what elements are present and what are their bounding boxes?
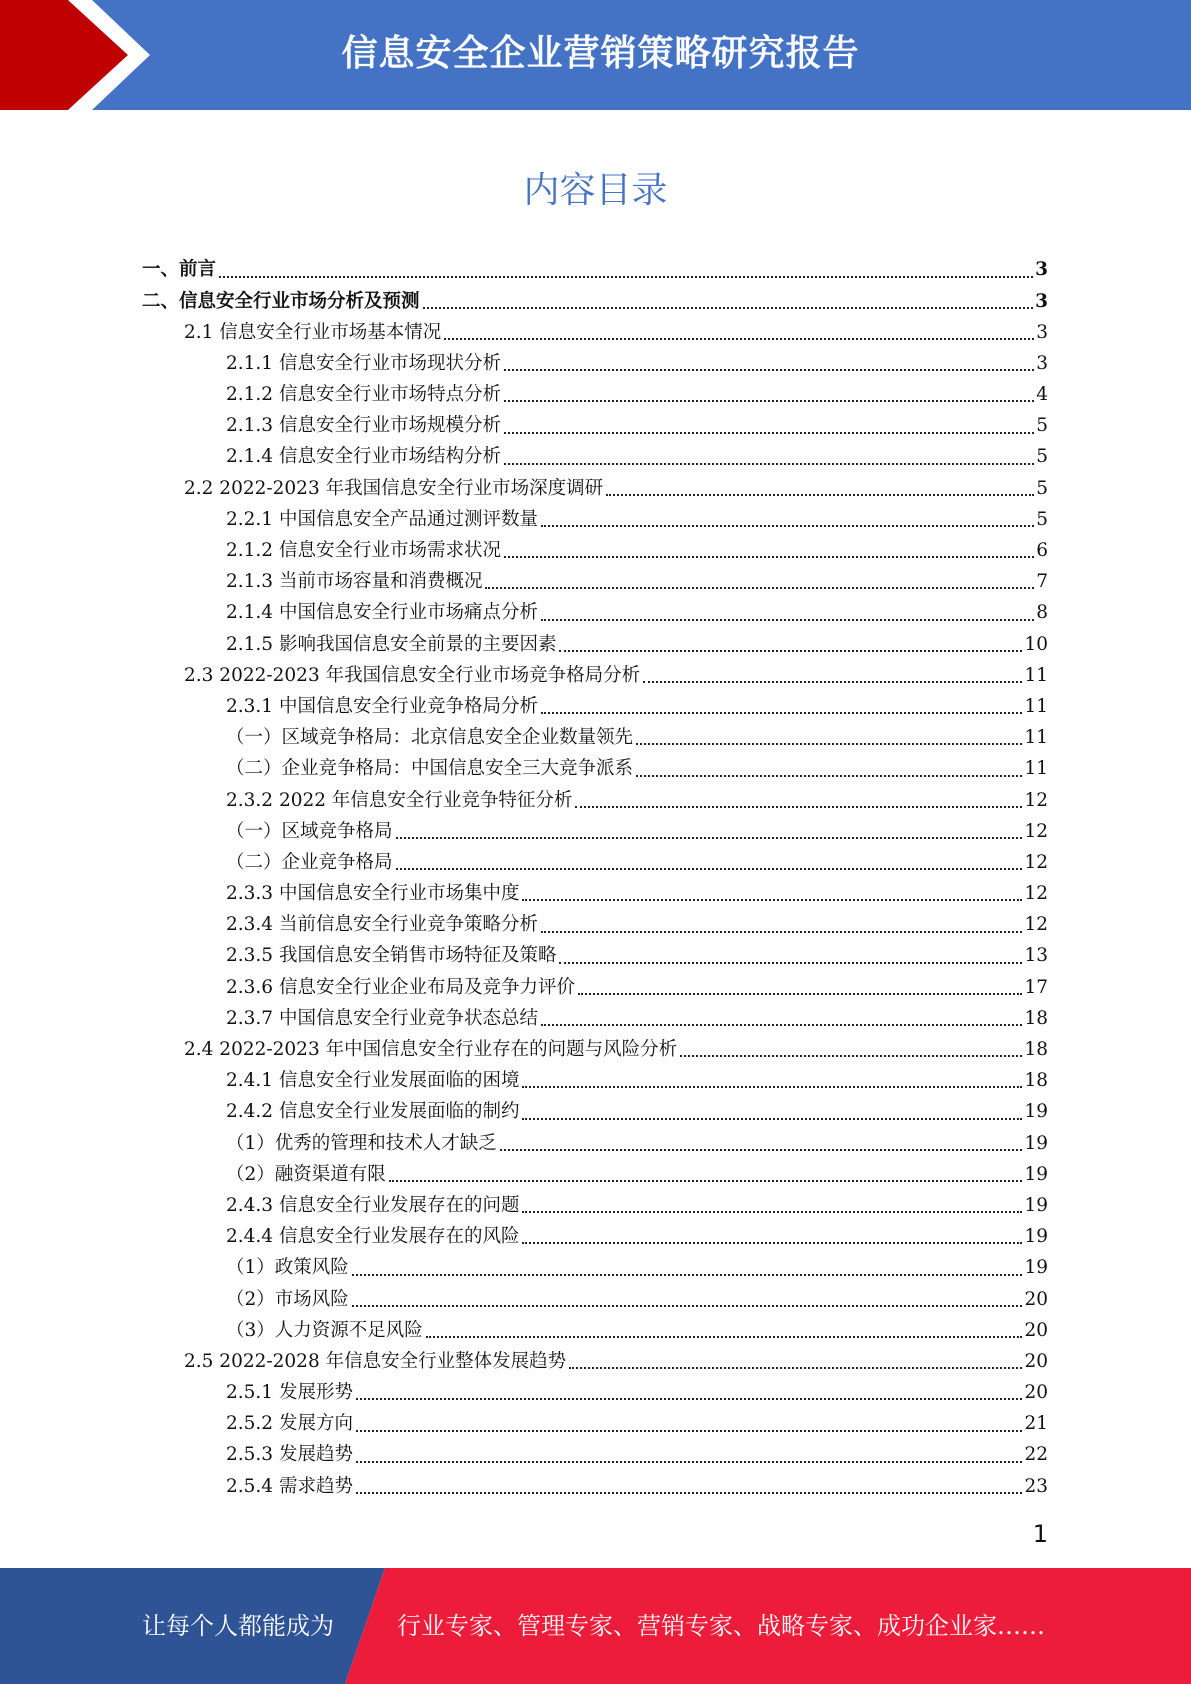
toc-dot-leader (504, 556, 1034, 558)
toc-entry-label: （3）人力资源不足风险 (226, 1319, 423, 1341)
toc-entry-label: 2.3 2022-2023 年我国信息安全行业市场竞争格局分析 (184, 664, 641, 686)
toc-entry[interactable] (142, 941, 1048, 972)
toc-heading: 内容目录 (523, 170, 668, 211)
toc-entry-page: 11 (1024, 664, 1048, 686)
toc-entry-page: 20 (1024, 1288, 1048, 1310)
toc-entry-label: 2.5 2022-2028 年信息安全行业整体发展趋势 (184, 1350, 567, 1372)
toc-entry[interactable] (142, 972, 1048, 1003)
toc-entry-label: 二、信息安全行业市场分析及预测 (142, 290, 420, 312)
toc-dot-leader (522, 1211, 1022, 1213)
toc-dot-leader (389, 1180, 1023, 1182)
toc-dot-leader (396, 868, 1023, 870)
toc-entry-label: （1）政策风险 (226, 1257, 349, 1279)
page-footer (0, 1568, 1191, 1684)
toc-dot-leader (356, 1398, 1023, 1400)
toc-dot-leader (500, 1149, 1023, 1151)
toc-entry[interactable] (142, 598, 1048, 629)
page-number: 1 (1032, 1520, 1048, 1548)
toc-dot-leader (636, 743, 1022, 745)
toc-entry-label: 2.3.3 中国信息安全行业市场集中度 (226, 883, 520, 905)
toc-entry-label: 2.5.3 发展趋势 (226, 1444, 353, 1466)
toc-entry-page: 3 (1035, 259, 1048, 281)
toc-entry[interactable] (142, 317, 1048, 348)
toc-entry-label: 2.1.5 影响我国信息安全前景的主要因素 (226, 633, 557, 655)
toc-entry[interactable] (142, 1440, 1048, 1471)
toc-entry-page: 19 (1024, 1163, 1048, 1185)
toc-entry-label: 2.1.4 中国信息安全行业市场痛点分析 (226, 602, 538, 624)
toc-entry[interactable] (142, 754, 1048, 785)
toc-entry-label: （1）优秀的管理和技术人才缺乏 (226, 1132, 497, 1154)
toc-entry-page: 17 (1024, 976, 1048, 998)
toc-entry-label: 2.1.3 信息安全行业市场规模分析 (226, 415, 501, 437)
toc-entry[interactable] (142, 1471, 1048, 1502)
toc-entry-label: （2）融资渠道有限 (226, 1163, 386, 1185)
toc-entry-label: 2.4.1 信息安全行业发展面临的困境 (226, 1070, 520, 1092)
toc-entry-page: 18 (1024, 1007, 1048, 1029)
toc-entry-page: 12 (1024, 883, 1048, 905)
toc-entry[interactable] (142, 816, 1048, 847)
toc-entry[interactable] (142, 1378, 1048, 1409)
toc-dot-leader (541, 1024, 1022, 1026)
toc-entry[interactable] (142, 1035, 1048, 1066)
footer-slogan-right: 行业专家、管理专家、营销专家、战略专家、成功企业家…… (397, 1612, 1045, 1640)
toc-dot-leader (356, 1461, 1023, 1463)
toc-entry-page: 19 (1024, 1132, 1048, 1154)
toc-entry[interactable] (142, 1409, 1048, 1440)
toc-dot-leader (423, 307, 1034, 309)
toc-dot-leader (541, 619, 1034, 621)
toc-entry[interactable] (142, 692, 1048, 723)
toc-entry-page: 23 (1024, 1475, 1048, 1497)
toc-entry-page: 22 (1024, 1444, 1048, 1466)
toc-dot-leader (356, 1430, 1023, 1432)
toc-dot-leader (569, 1367, 1022, 1369)
toc-entry-page: 5 (1036, 415, 1048, 437)
toc-entry-label: 2.4.4 信息安全行业发展存在的风险 (226, 1226, 520, 1248)
toc-dot-leader (522, 899, 1022, 901)
toc-entry[interactable] (142, 660, 1048, 691)
toc-dot-leader (522, 1118, 1022, 1120)
toc-entry[interactable] (142, 411, 1048, 442)
toc-entry-label: 一、前言 (142, 259, 217, 281)
toc-entry-page: 3 (1035, 290, 1048, 312)
toc-entry-label: 2.5.2 发展方向 (226, 1413, 353, 1435)
toc-entry[interactable] (142, 349, 1048, 380)
toc-entry-page: 11 (1024, 695, 1048, 717)
toc-entry-page: 21 (1024, 1413, 1048, 1435)
toc-entry-label: 2.1.3 当前市场容量和消费概况 (226, 571, 483, 593)
toc-entry-page: 18 (1024, 1039, 1048, 1061)
toc-entry[interactable] (142, 380, 1048, 411)
toc-entry[interactable] (142, 1222, 1048, 1253)
page-header (0, 0, 1191, 110)
toc-dot-leader (559, 650, 1022, 652)
toc-entry-page: 11 (1024, 758, 1048, 780)
toc-entry[interactable] (142, 1253, 1048, 1284)
toc-entry-page: 20 (1024, 1350, 1048, 1372)
toc-entry[interactable] (142, 505, 1048, 536)
toc-dot-leader (643, 681, 1022, 683)
toc-entry[interactable] (142, 473, 1048, 504)
toc-entry-page: 7 (1036, 571, 1048, 593)
toc-entry[interactable] (142, 785, 1048, 816)
toc-entry-label: 2.2.1 中国信息安全产品通过测评数量 (226, 508, 538, 530)
toc-entry-page: 13 (1024, 945, 1048, 967)
toc-entry-page: 11 (1024, 727, 1048, 749)
toc-dot-leader (504, 369, 1034, 371)
toc-entry[interactable] (142, 879, 1048, 910)
toc-entry-page: 6 (1036, 540, 1048, 562)
toc-entry-label: 2.1.2 信息安全行业市场特点分析 (226, 384, 501, 406)
toc-dot-leader (426, 1336, 1023, 1338)
toc-entry[interactable] (142, 1191, 1048, 1222)
toc-entry[interactable] (142, 255, 1048, 286)
toc-entry-page: 3 (1036, 321, 1048, 343)
toc-entry-label: 2.3.7 中国信息安全行业竞争状态总结 (226, 1007, 538, 1029)
toc-dot-leader (352, 1305, 1023, 1307)
toc-entry-page: 12 (1024, 820, 1048, 842)
footer-slogan-left: 让每个人都能成为 (142, 1612, 334, 1640)
toc-dot-leader (522, 1086, 1022, 1088)
toc-dot-leader (575, 806, 1022, 808)
toc-dot-leader (606, 494, 1034, 496)
toc-entry-page: 5 (1036, 508, 1048, 530)
toc-entry[interactable] (142, 536, 1048, 567)
toc-dot-leader (636, 775, 1022, 777)
toc-entry-label: （2）市场风险 (226, 1288, 349, 1310)
toc-entry-page: 10 (1024, 633, 1048, 655)
toc-entry-page: 4 (1036, 384, 1048, 406)
toc-entry[interactable] (142, 286, 1048, 317)
toc-entry-page: 5 (1036, 477, 1048, 499)
toc-entry-label: 2.1.4 信息安全行业市场结构分析 (226, 446, 501, 468)
toc-entry-page: 20 (1024, 1319, 1048, 1341)
toc-entry-label: 2.5.4 需求趋势 (226, 1475, 353, 1497)
toc-dot-leader (396, 837, 1023, 839)
toc-dot-leader (352, 1274, 1023, 1276)
toc-entry-label: 2.2 2022-2023 年我国信息安全行业市场深度调研 (184, 477, 604, 499)
toc-entry-page: 12 (1024, 789, 1048, 811)
toc-entry[interactable] (142, 1315, 1048, 1346)
toc-entry[interactable] (142, 1128, 1048, 1159)
toc-entry-page: 18 (1024, 1070, 1048, 1092)
toc-entry[interactable] (142, 442, 1048, 473)
toc-entry-label: （二）企业竞争格局：中国信息安全三大竞争派系 (226, 758, 634, 780)
toc-dot-leader (444, 338, 1034, 340)
toc-entry[interactable] (142, 1159, 1048, 1190)
toc-entry-label: 2.3.1 中国信息安全行业竞争格局分析 (226, 695, 538, 717)
toc-dot-leader (541, 931, 1022, 933)
toc-entry-page: 20 (1024, 1382, 1048, 1404)
toc-entry[interactable] (142, 723, 1048, 754)
toc-entry[interactable] (142, 1066, 1048, 1097)
toc-entry-label: 2.4.3 信息安全行业发展存在的问题 (226, 1194, 520, 1216)
toc-entry-page: 19 (1024, 1257, 1048, 1279)
toc-entry-label: 2.4 2022-2023 年中国信息安全行业存在的问题与风险分析 (184, 1039, 678, 1061)
toc-dot-leader (578, 993, 1022, 995)
toc-dot-leader (485, 587, 1034, 589)
toc-entry[interactable] (142, 567, 1048, 598)
toc-dot-leader (541, 712, 1022, 714)
toc-entry-page: 12 (1024, 851, 1048, 873)
toc-entry-label: 2.1.2 信息安全行业市场需求状况 (226, 540, 501, 562)
toc-entry-label: 2.3.4 当前信息安全行业竞争策略分析 (226, 914, 538, 936)
toc-entry[interactable] (142, 1347, 1048, 1378)
toc-dot-leader (504, 400, 1034, 402)
toc-entry[interactable] (142, 1097, 1048, 1128)
toc-entry[interactable] (142, 848, 1048, 879)
toc-entry-label: 2.1 信息安全行业市场基本情况 (184, 321, 442, 343)
toc-entry-page: 19 (1024, 1194, 1048, 1216)
toc-dot-leader (504, 432, 1034, 434)
table-of-contents (142, 255, 1048, 1503)
toc-entry[interactable] (142, 1284, 1048, 1315)
toc-entry-label: （二）企业竞争格局 (226, 851, 393, 873)
toc-entry-page: 19 (1024, 1101, 1048, 1123)
toc-entry-label: 2.4.2 信息安全行业发展面临的制约 (226, 1101, 520, 1123)
toc-dot-leader (356, 1492, 1023, 1494)
toc-entry-label: （一）区域竞争格局 (226, 820, 393, 842)
toc-entry-label: 2.3.2 2022 年信息安全行业竞争特征分析 (226, 789, 573, 811)
toc-dot-leader (504, 463, 1034, 465)
toc-entry[interactable] (142, 629, 1048, 660)
toc-dot-leader (541, 525, 1034, 527)
toc-entry-page: 8 (1036, 602, 1048, 624)
toc-dot-leader (680, 1055, 1022, 1057)
toc-entry-page: 12 (1024, 914, 1048, 936)
toc-dot-leader (219, 276, 1033, 278)
toc-dot-leader (559, 962, 1022, 964)
toc-entry-label: （一）区域竞争格局：北京信息安全企业数量领先 (226, 727, 634, 749)
toc-entry[interactable] (142, 910, 1048, 941)
toc-entry-label: 2.1.1 信息安全行业市场现状分析 (226, 352, 501, 374)
toc-entry-label: 2.3.5 我国信息安全销售市场特征及策略 (226, 945, 557, 967)
toc-entry-page: 19 (1024, 1226, 1048, 1248)
toc-entry[interactable] (142, 1004, 1048, 1035)
toc-entry-page: 3 (1036, 352, 1048, 374)
toc-entry-label: 2.3.6 信息安全行业企业布局及竞争力评价 (226, 976, 575, 998)
report-title: 信息安全企业营销策略研究报告 (341, 33, 860, 74)
toc-entry-label: 2.5.1 发展形势 (226, 1382, 353, 1404)
toc-dot-leader (522, 1242, 1022, 1244)
toc-entry-page: 5 (1036, 446, 1048, 468)
